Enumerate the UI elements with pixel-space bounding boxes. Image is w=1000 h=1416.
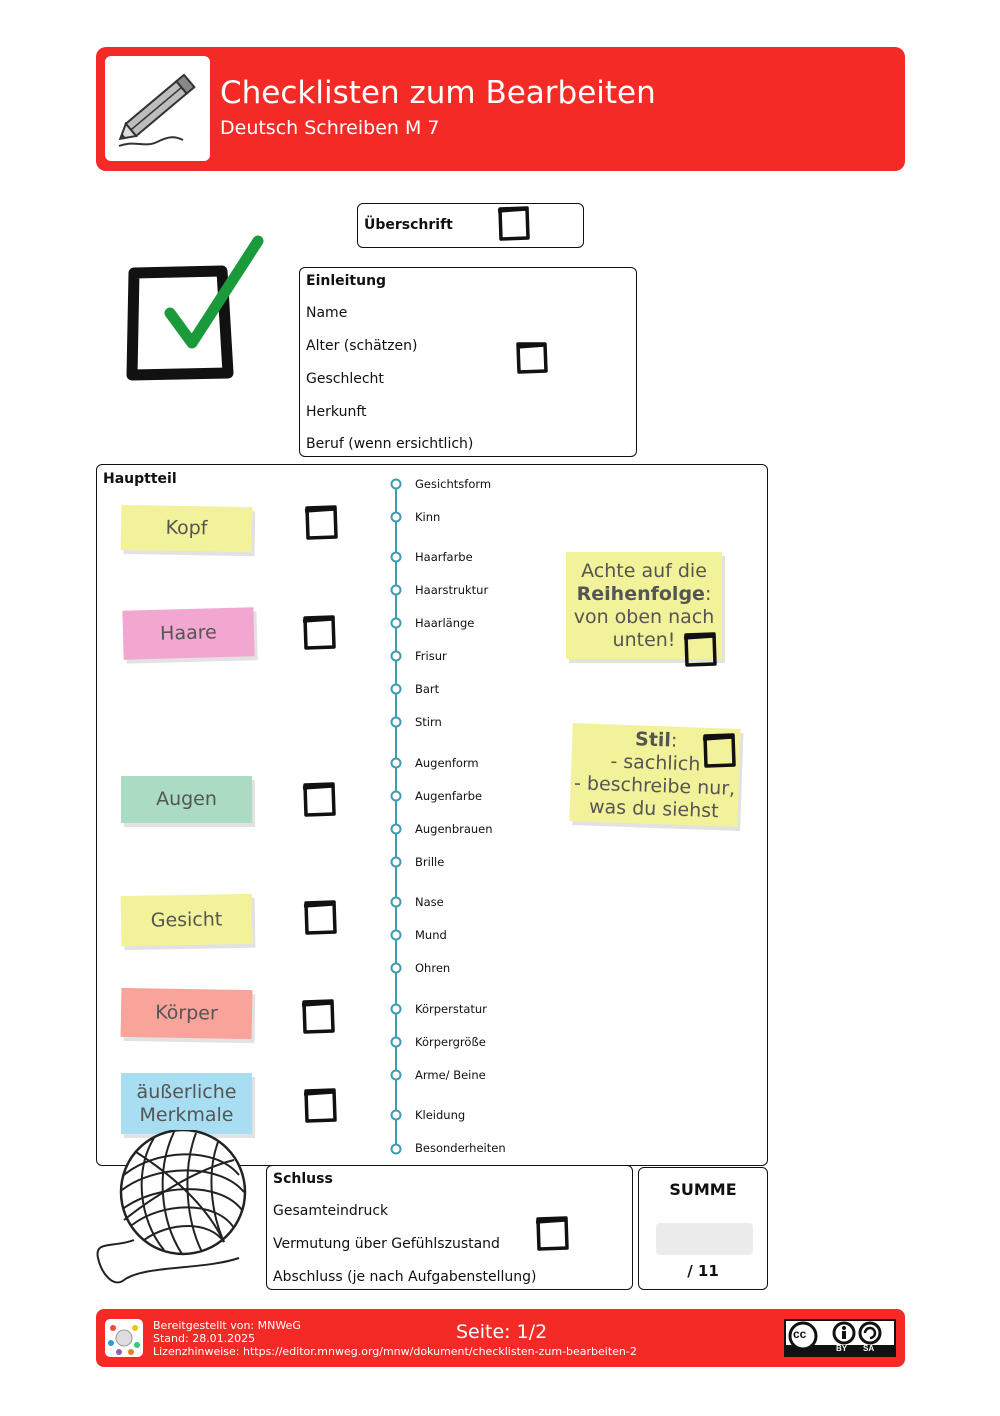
checkbox[interactable] — [302, 503, 340, 541]
ueberschrift-label: Überschrift — [364, 217, 453, 233]
timeline — [386, 475, 406, 1160]
timeline-item: Brille — [415, 855, 445, 869]
schluss-item: Vermutung über Gefühlszustand — [273, 1236, 500, 1252]
einleitung-item: Herkunft — [306, 404, 367, 420]
schluss-item: Abschluss (je nach Aufgabenstellung) — [273, 1269, 537, 1285]
einleitung-item: Alter (schätzen) — [306, 338, 418, 354]
timeline-item: Körperstatur — [415, 1002, 487, 1016]
page-title: Checklisten zum Bearbeiten — [220, 75, 656, 111]
checkmark-illustration-icon — [120, 235, 265, 385]
timeline-item: Haarstruktur — [415, 583, 489, 597]
checkbox[interactable] — [301, 898, 339, 936]
ueberschrift-box — [357, 203, 584, 248]
note-colon: : — [670, 729, 678, 752]
category-gesicht — [121, 894, 253, 946]
footer-license: Lizenzhinweise: https://editor.mnweg.org/mnw/dokument/checklisten-zum-bearbeiten-2 — [153, 1345, 637, 1358]
category-label: Haare — [159, 621, 218, 645]
category-kopf — [121, 505, 253, 552]
timeline-item: Kleidung — [415, 1108, 466, 1122]
checkbox[interactable] — [301, 1086, 339, 1124]
category-aeusserliche-merkmale — [121, 1073, 252, 1134]
summe-label: SUMME — [669, 1180, 737, 1199]
note-line: von oben nach — [573, 605, 715, 628]
note-line: was du siehst — [588, 795, 719, 823]
cc-by-sa-license-icon[interactable] — [784, 1319, 896, 1357]
summe-input[interactable] — [656, 1223, 753, 1255]
timeline-item: Bart — [415, 682, 440, 696]
category-augen — [121, 776, 252, 823]
timeline-item: Haarlänge — [415, 616, 475, 630]
category-label: Körper — [155, 1001, 218, 1025]
summe-box — [638, 1167, 768, 1290]
checkbox[interactable] — [299, 997, 337, 1035]
schluss-item: Gesamteindruck — [273, 1203, 389, 1219]
einleitung-item: Beruf (wenn ersichtlich) — [306, 436, 474, 452]
footer-meta — [153, 1319, 637, 1358]
note-colon: : — [704, 582, 712, 605]
timeline-item: Haarfarbe — [415, 550, 473, 564]
category-label: Gesicht — [150, 907, 223, 932]
timeline-item: Ohren — [415, 961, 451, 975]
einleitung-item: Name — [306, 305, 348, 321]
page-subtitle: Deutsch Schreiben M 7 — [220, 117, 440, 139]
footer-provider: Bereitgestellt von: MNWeG — [153, 1319, 301, 1332]
timeline-item: Augenform — [415, 756, 479, 770]
einleitung-item: Geschlecht — [306, 371, 384, 387]
pencil-icon — [105, 56, 210, 161]
timeline-item: Mund — [415, 928, 447, 942]
category-label: äußerliche — [136, 1080, 237, 1103]
category-label: Merkmale — [139, 1103, 234, 1126]
checkbox[interactable] — [300, 780, 338, 818]
category-label: Kopf — [165, 516, 208, 540]
header-banner — [96, 47, 905, 171]
timeline-item: Stirn — [415, 715, 442, 729]
timeline-item: Augenbrauen — [415, 822, 493, 836]
einleitung-box — [299, 267, 637, 457]
note-line: unten! — [612, 628, 676, 651]
cc-by-label: BY — [836, 1344, 848, 1353]
checkbox[interactable] — [533, 1214, 571, 1252]
cc-cc-label: cc — [793, 1327, 807, 1341]
note-bold: Stil — [634, 728, 672, 752]
note-line — [635, 728, 678, 752]
note-line: - beschreibe nur, — [573, 772, 736, 800]
summe-total: / 11 — [687, 1262, 719, 1280]
checkbox[interactable] — [700, 731, 738, 769]
note-line: - sachlich — [610, 750, 701, 776]
note-bold: Reihenfolge — [576, 582, 705, 605]
timeline-item: Frisur — [415, 649, 447, 663]
checkbox[interactable] — [514, 340, 550, 376]
checkbox[interactable] — [496, 205, 532, 243]
einleitung-heading: Einleitung — [306, 273, 387, 289]
yarn-ball-icon — [94, 1130, 254, 1290]
category-koerper — [121, 988, 253, 1039]
hauptteil-heading: Hauptteil — [103, 471, 177, 487]
category-label: Augen — [156, 788, 217, 810]
timeline-item: Körpergröße — [415, 1035, 486, 1049]
mnweg-logo-icon — [105, 1319, 143, 1357]
schluss-heading: Schluss — [273, 1171, 333, 1187]
checkbox[interactable] — [300, 613, 338, 651]
footer-date: Stand: 28.01.2025 — [153, 1332, 256, 1345]
footer-page-number: Seite: 1/2 — [456, 1321, 548, 1343]
timeline-item: Arme/ Beine — [415, 1068, 486, 1082]
timeline-item: Kinn — [415, 510, 441, 524]
footer-banner — [96, 1309, 905, 1367]
schluss-box — [266, 1165, 633, 1290]
timeline-item: Gesichtsform — [415, 477, 492, 491]
checkbox[interactable] — [681, 630, 719, 668]
cc-sa-label: SA — [863, 1344, 875, 1353]
timeline-item: Nase — [415, 895, 444, 909]
note-line — [577, 583, 712, 606]
category-haare — [122, 607, 254, 659]
note-line: Achte auf die — [581, 559, 707, 582]
timeline-item: Augenfarbe — [415, 789, 483, 803]
timeline-item: Besonderheiten — [415, 1141, 506, 1155]
